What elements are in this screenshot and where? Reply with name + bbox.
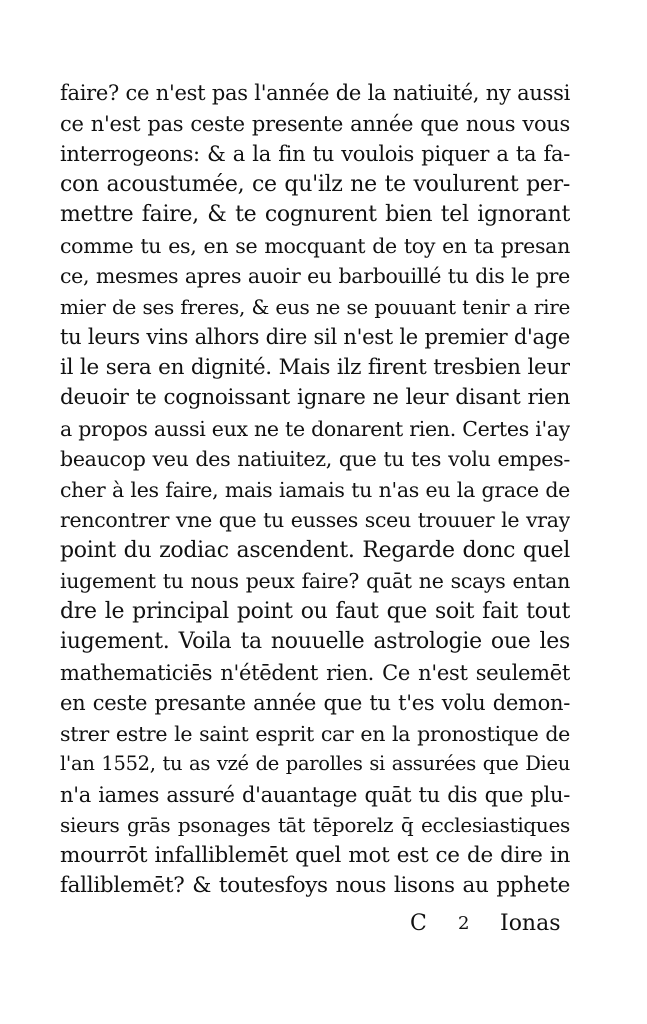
- text-line: interrogeons: & a la fin tu voulois piquer a ta fa-: [60, 142, 570, 166]
- text-line: l'an 1552, tu as vzé de parolles si assurées que Dieu: [60, 752, 570, 775]
- text-line: n'a iames assuré d'auantage quāt tu dis que plu-: [60, 782, 570, 807]
- signature-mark: C: [410, 911, 427, 936]
- text-line: sieurs grās psonages tāt tēporelz q̄ ecclesiastiques: [60, 813, 570, 837]
- text-line: a propos aussi eux ne te donarent rien. Certes i'ay: [60, 416, 570, 441]
- text-line: mier de ses freres, & eus ne se pouuant tenir a rire: [60, 294, 570, 319]
- text-line: ce n'est pas ceste presente année que nous vous: [60, 111, 570, 136]
- text-line: mettre faire, & te cognurent bien tel ignorant: [60, 202, 570, 227]
- body-text: [60, 78, 570, 902]
- catchword: Ionas: [500, 911, 561, 936]
- text-line: cher à les faire, mais iamais tu n'as eu la grace de: [60, 477, 570, 502]
- text-line: iugement. Voila ta nouuelle astrologie oue les: [60, 629, 570, 654]
- text-line: mathematiciēs n'étēdent rien. Ce n'est seulemēt: [60, 660, 570, 685]
- text-line: tu leurs vins alhors dire sil n'est le premier d'age: [60, 325, 570, 349]
- text-line: faire? ce n'est pas l'année de la natiuité, ny aussi: [60, 81, 570, 105]
- text-line: rencontrer vne que tu eusses sceu trouuer le vray: [60, 508, 570, 532]
- text-line: strer estre le saint esprit car en la pronostique de: [60, 721, 570, 746]
- text-line: il le sera en dignité. Mais ilz firent tresbien leur: [60, 354, 570, 380]
- text-line: mourrōt infalliblemēt quel mot est ce de dire in: [60, 842, 570, 868]
- text-line: falliblemēt? & toutesfoys nous lisons au pphete: [60, 873, 570, 898]
- text-line: beaucop veu des natiuitez, que tu tes volu empes-: [60, 447, 570, 471]
- text-line: dre le principal point ou faut que soit fait tout: [60, 598, 570, 624]
- text-line: deuoir te cognoissant ignare ne leur disant rien: [60, 385, 570, 410]
- text-line: comme tu es, en se mocquant de toy en ta presan: [60, 233, 570, 258]
- text-line: ce, mesmes apres auoir eu barbouillé tu dis le pre: [60, 264, 570, 288]
- signature-line: [410, 911, 570, 941]
- text-line: iugement tu nous peux faire? quāt ne scays entan: [60, 569, 570, 593]
- text-line: point du zodiac ascendent. Regarde donc quel: [60, 537, 570, 563]
- signature-number: 2: [458, 913, 470, 934]
- text-line: con acoustumée, ce qu'ilz ne te voulurent per-: [60, 171, 570, 197]
- text-line: en ceste presante année que tu t'es volu demon-: [60, 691, 570, 715]
